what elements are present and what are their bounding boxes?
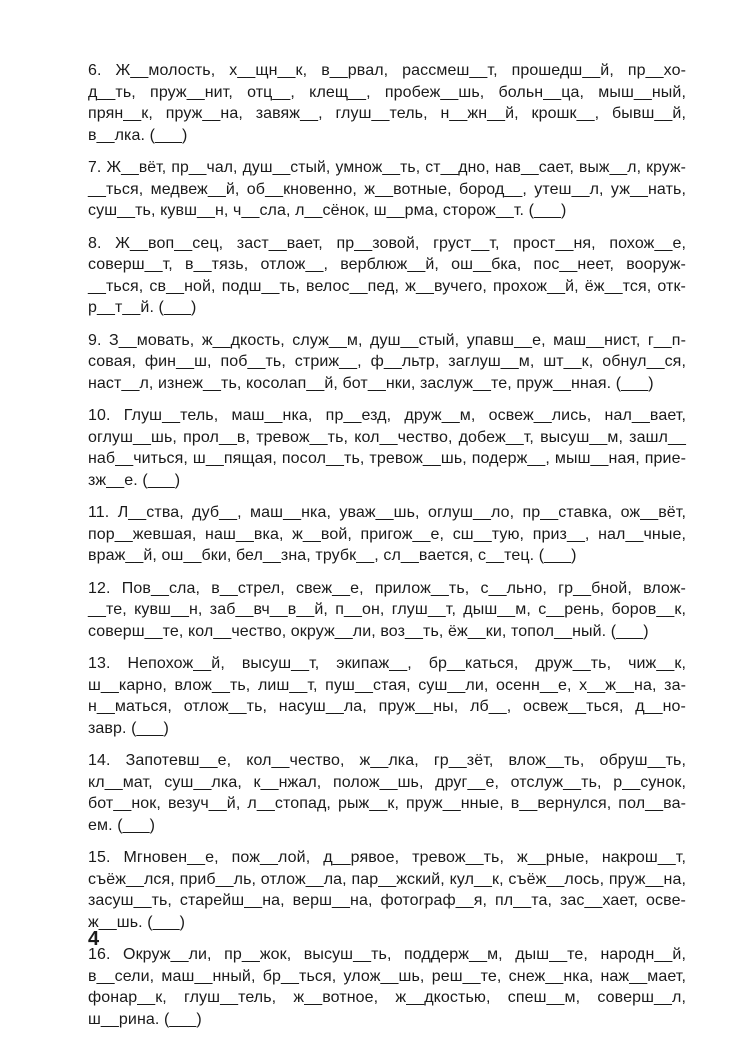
exercise-line: в__сели, маш__нный, бр__ться, улож__шь, реш__те, снеж__нка, наж__мает, (88, 967, 686, 985)
exercise-line: 7. Ж__вёт, пр__чал, душ__стый, умнож__ть, ст__дно, нав__сает, выж__л, круж- (88, 159, 686, 176)
exercise-line: н__маться, отлож__ть, насуш__ла, пруж__ны, лб__, освеж__ться, д__но- (88, 698, 686, 715)
exercise-10 (88, 405, 686, 491)
exercise-line: завр. (___) (88, 719, 169, 737)
exercise-line: прян__к, пруж__на, завяж__, глуш__тель, н__жн__й, крошк__, бывш__й, (88, 105, 686, 122)
exercise-line: фонар__к, глуш__тель, ж__вотное, ж__дкостью, спеш__м, соверш__л, (88, 989, 686, 1006)
exercise-line: __ться, св__ной, подш__ть, велос__пед, ж__вучего, прохож__й, ёж__тся, отк- (88, 277, 686, 295)
exercise-line: 16. Окруж__ли, пр__жок, высуш__ть, поддерж__м, дыш__те, народн__й, (88, 946, 686, 963)
exercise-line: соверш__т, в__тязь, отлож__, верблюж__й, ош__бка, пос__неет, вооруж- (88, 256, 686, 273)
exercise-14 (88, 750, 686, 836)
exercise-line: 14. Запотевш__е, кол__чество, ж__лка, гр__зёт, влож__ть, обруш__ть, (88, 752, 686, 769)
exercise-line: ем. (___) (88, 816, 156, 834)
exercise-line: кл__мат, суш__лка, к__нжал, полож__шь, друг__е, отслуж__ть, р__сунок, (88, 773, 686, 791)
exercise-line: враж__й, ош__бки, бел__зна, трубк__, сл__вается, с__тец. (___) (88, 547, 577, 564)
exercise-line: соверш__те, кол__чество, окруж__ли, воз__ть, ёж__ки, топол__ный. (___) (88, 622, 649, 640)
exercise-line: ш__рина. (___) (88, 1010, 202, 1028)
exercise-line: 9. З__мовать, ж__дкость, служ__м, душ__стый, упавш__е, маш__нист, г__п- (88, 331, 686, 349)
exercise-line: __те, кувш__н, заб__вч__в__й, п__он, глуш__т, дыш__м, с__рень, боров__к, (88, 601, 686, 618)
exercise-line: ш__карно, влож__ть, лиш__т, пуш__стая, суш__ли, осенн__е, х__ж__на, за- (88, 676, 686, 694)
exercise-7 (88, 157, 686, 222)
exercise-line: наст__л, изнеж__ть, косолап__й, бот__нки, заслуж__те, пруж__нная. (___) (88, 374, 654, 392)
exercise-line: __ться, медвеж__й, об__кновенно, ж__вотные, бород__, утеш__л, уж__нать, (88, 180, 686, 198)
exercise-line: ж__шь. (___) (88, 913, 186, 931)
exercise-line: 15. Мгновен__е, пож__лой, д__рявое, тревож__ть, ж__рные, накрош__т, (88, 849, 686, 866)
exercise-line: в__лка. (___) (88, 126, 188, 144)
exercise-line: бот__нок, везуч__й, л__стопад, рыж__к, пруж__нные, в__вернулся, пол__ва- (88, 795, 686, 812)
exercise-line: засуш__ть, старейш__на, верш__на, фотограф__я, пл__та, зас__хает, осве- (88, 892, 686, 909)
exercise-line: 13. Непохож__й, высуш__т, экипаж__, бр__каться, друж__ть, чиж__к, (88, 655, 686, 672)
exercise-line: 6. Ж__молость, х__щн__к, в__рвал, рассмеш__т, прошедш__й, пр__хо- (88, 62, 686, 79)
exercise-12 (88, 578, 686, 643)
exercise-line: 8. Ж__воп__сец, заст__вает, пр__зовой, груст__т, прост__ня, похож__е, (88, 234, 686, 252)
exercise-line: суш__ть, кувш__н, ч__сла, л__сёнок, ш__рма, сторож__т. (___) (88, 202, 567, 219)
exercise-line: зж__е. (___) (88, 471, 181, 489)
exercise-line: 10. Глуш__тель, маш__нка, пр__езд, друж__м, освеж__лись, нал__вает, (88, 407, 686, 424)
exercise-11 (88, 502, 686, 567)
exercise-list (88, 60, 686, 1041)
page-number: 4 (88, 928, 100, 950)
exercise-line: 12. Пов__сла, в__стрел, свеж__е, прилож__ть, с__льно, гр__бной, влож- (88, 579, 686, 597)
exercise-9 (88, 330, 686, 395)
exercise-line: совая, фин__ш, поб__ть, стриж__, ф__льтр, заглуш__м, шт__к, обнул__ся, (88, 353, 686, 370)
exercise-15 (88, 847, 686, 933)
exercise-line: наб__читься, ш__пящая, посол__ть, тревож__шь, подерж__, мыш__ная, прие- (88, 450, 686, 467)
exercise-line: р__т__й. (___) (88, 299, 197, 316)
exercise-6 (88, 60, 686, 146)
exercise-line: 11. Л__ства, дуб__, маш__нка, уваж__шь, оглуш__ло, пр__ставка, ож__вёт, (88, 504, 686, 521)
exercise-13 (88, 653, 686, 739)
exercise-line: д__ть, пруж__нит, отц__, клещ__, пробеж__шь, больн__ца, мыш__ный, (88, 83, 686, 101)
exercise-16 (88, 944, 686, 1030)
exercise-line: пор__жевшая, наш__вка, ж__вой, пригож__е, сш__тую, приз__, нал__чные, (88, 525, 686, 543)
exercise-line: съёж__лся, приб__ль, отлож__ла, пар__жский, кул__к, съёж__лось, пруж__на, (88, 870, 686, 888)
exercise-line: оглуш__шь, прол__в, тревож__ть, кол__чество, добеж__т, высуш__м, зашл__ (88, 428, 686, 446)
exercise-8 (88, 233, 686, 319)
